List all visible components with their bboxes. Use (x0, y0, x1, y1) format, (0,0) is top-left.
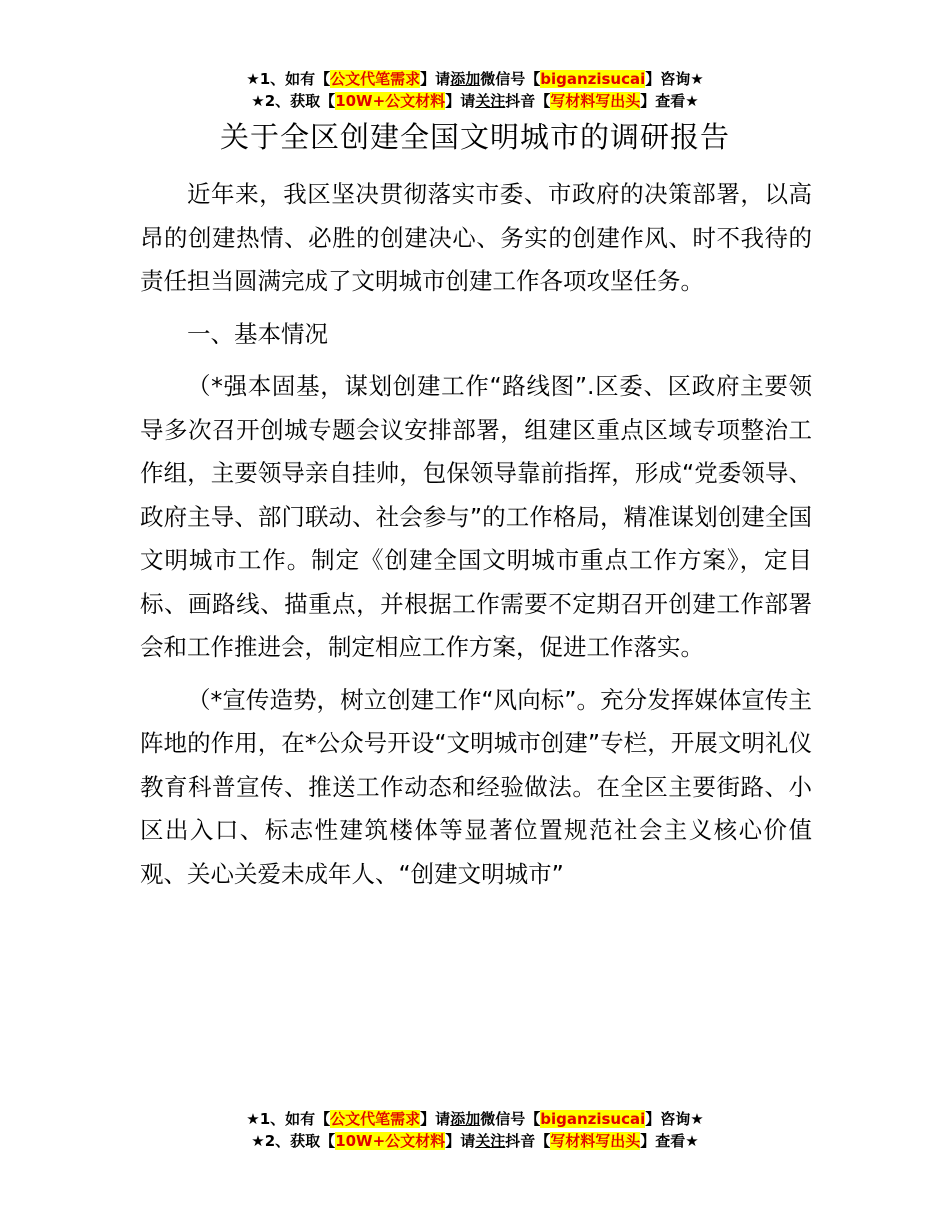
banner-text: 抖音【 (505, 92, 551, 110)
banner-text: 微信号【 (480, 70, 541, 88)
paragraph-intro: 近年来，我区坚决贯彻落实市委、市政府的决策部署，以高昂的创建热情、必胜的创建决心、务实的创建作风、时不我待的责任担当圆满完成了文明城市创建工作各项攻坚任务。 (140, 180, 812, 295)
paragraph-planning: （*强本固基，谋划创建工作“路线图”.区委、区政府主要领导多次召开创城专题会议安排部署，组建区重点区域专项整治工作组，主要领导亲自挂帅，包保领导靠前指挥，形成“党委领导、政府主导、部门联动、社会参与”的工作格局，精准谋划创建全国文明城市工作。制定《创建全国文明城市重点工作方案》，定目标、画路线、描重点，并根据工作需要不定期召开创建工作部署会和工作推进会，制定相应工作方案，促进工作落实。 (140, 372, 812, 661)
banner-highlight: 写材料写出头 (550, 92, 641, 110)
banner-highlight: biganzisucai (540, 1110, 646, 1128)
banner-underline-text: 关注 (475, 92, 506, 110)
banner-highlight: 10W+公文材料 (335, 92, 446, 110)
banner-text: ★1、如有【 (246, 70, 331, 88)
banner-text: 】请 (420, 1110, 451, 1128)
banner-text: 】请 (420, 70, 451, 88)
document-body (140, 173, 812, 905)
banner-text: 】咨询★ (645, 70, 704, 88)
banner-text: 】查看★ (640, 92, 699, 110)
banner-text: ★2、获取【 (251, 1132, 336, 1150)
banner-highlight: 10W+公文材料 (335, 1132, 446, 1150)
banner-underline-text: 添加 (450, 70, 481, 88)
banner-line-2 (0, 1130, 950, 1152)
document-title: 关于全区创建全国文明城市的调研报告 (219, 120, 730, 154)
banner-underline-text: 添加 (450, 1110, 481, 1128)
banner-highlight: 公文代笔需求 (330, 70, 421, 88)
banner-text: 】咨询★ (645, 1110, 704, 1128)
footer-banner (0, 1108, 950, 1152)
banner-highlight: biganzisucai (540, 70, 646, 88)
header-banner (0, 68, 950, 112)
banner-text: 抖音【 (505, 1132, 551, 1150)
banner-line-1 (0, 1108, 950, 1130)
banner-highlight: 写材料写出头 (550, 1132, 641, 1150)
banner-line-1 (0, 68, 950, 90)
banner-text: 】请 (445, 1132, 476, 1150)
banner-text: 微信号【 (480, 1110, 541, 1128)
banner-highlight: 公文代笔需求 (330, 1110, 421, 1128)
section-heading: 一、基本情况 (187, 319, 328, 348)
paragraph-publicity: （*宣传造势，树立创建工作“风向标”。充分发挥媒体宣传主阵地的作用，在*公众号开设“文明城市创建”专栏，开展文明礼仪教育科普宣传、推送工作动态和经验做法。在全区主要街路、小区出入口、标志性建筑楼体等显著位置规范社会主义核心价值观、关心关爱未成年人、“创建文明城市” (140, 685, 812, 888)
banner-text: ★2、获取【 (251, 92, 336, 110)
banner-text: ★1、如有【 (246, 1110, 331, 1128)
banner-text: 】查看★ (640, 1132, 699, 1150)
banner-underline-text: 关注 (475, 1132, 506, 1150)
banner-text: 】请 (445, 92, 476, 110)
banner-line-2 (0, 90, 950, 112)
